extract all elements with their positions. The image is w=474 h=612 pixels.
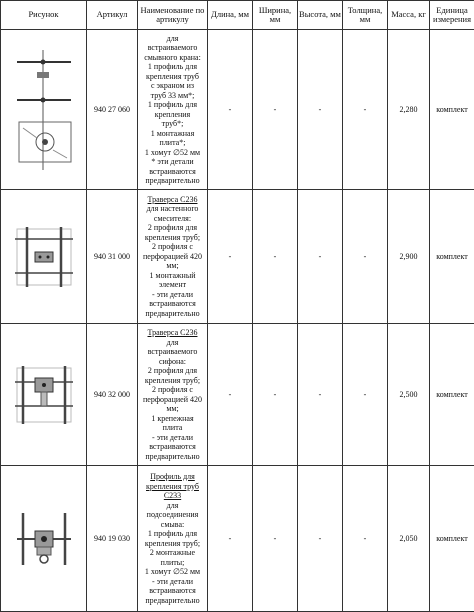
name-line: 2 профиля для [138, 366, 207, 376]
name-line: Траверса С236 [138, 328, 207, 338]
length-cell: - [208, 466, 253, 612]
name-line: для [138, 34, 207, 44]
width-cell: - [253, 466, 298, 612]
unit-cell: комплект [430, 30, 474, 190]
mass-cell: 2,050 [388, 466, 430, 612]
header-row [1, 1, 474, 30]
header-unit: Единица измерения [430, 1, 474, 30]
name-line: 1 хомут ∅52 мм [138, 148, 207, 158]
mass-cell: 2,280 [388, 30, 430, 190]
header-picture: Рисунок [1, 1, 87, 30]
length-cell: - [208, 324, 253, 466]
header-width: Ширина, мм [253, 1, 298, 30]
table-row [1, 324, 474, 466]
name-line: * эти детали [138, 157, 207, 167]
name-line: 1 монтажный [138, 271, 207, 281]
name-line: 2 монтажные [138, 548, 207, 558]
name-line: мм; [138, 404, 207, 414]
article-cell: 940 32 000 [87, 324, 138, 466]
name-line: плита [138, 423, 207, 433]
flush-valve-frame-drawing [9, 50, 79, 170]
height-cell: - [298, 324, 343, 466]
name-line: 1 крепежная [138, 414, 207, 424]
width-cell: - [253, 30, 298, 190]
header-thickness: Толщина, мм [343, 1, 388, 30]
name-line: Траверса С236 [138, 195, 207, 205]
name-line: мм; [138, 261, 207, 271]
siphon-traverse-drawing [11, 362, 77, 428]
thickness-cell: - [343, 190, 388, 324]
name-line: с экраном из [138, 81, 207, 91]
header-height: Высота, мм [298, 1, 343, 30]
name-line: встраиваемого [138, 347, 207, 357]
header-article: Артикул [87, 1, 138, 30]
name-line: подсоединения [138, 510, 207, 520]
name-line: смывного крана: [138, 53, 207, 63]
picture-cell [1, 30, 87, 190]
name-line: для [138, 501, 207, 511]
name-line: для настенного [138, 204, 207, 214]
name-line: крепления труб [138, 482, 207, 492]
thickness-cell: - [343, 30, 388, 190]
table-row [1, 466, 474, 612]
name-line: крепления труб; [138, 376, 207, 386]
name-line: предварительно [138, 309, 207, 319]
name-line: крепления труб; [138, 233, 207, 243]
name-line: встраиваются [138, 299, 207, 309]
name-line: встраиваются [138, 167, 207, 177]
name-line: крепления труб; [138, 539, 207, 549]
name-line: - эти детали [138, 290, 207, 300]
name-line: крепления труб [138, 72, 207, 82]
name-line: плита*; [138, 138, 207, 148]
picture-cell [1, 190, 87, 324]
name-line: для [138, 338, 207, 348]
name-line: труб 33 мм*; [138, 91, 207, 101]
length-cell: - [208, 30, 253, 190]
name-line: 2 профиля для [138, 223, 207, 233]
name-line: предварительно [138, 176, 207, 186]
name-line: встраиваются [138, 442, 207, 452]
length-cell: - [208, 190, 253, 324]
name-line: крепления [138, 110, 207, 120]
thickness-cell: - [343, 324, 388, 466]
name-line: перфорацией 420 [138, 395, 207, 405]
article-cell: 940 27 060 [87, 30, 138, 190]
name-line: сифона: [138, 357, 207, 367]
name-line: предварительно [138, 596, 207, 606]
name-line: встраиваемого [138, 43, 207, 53]
thickness-cell: - [343, 466, 388, 612]
unit-cell: комплект [430, 324, 474, 466]
name-line: встраиваются [138, 586, 207, 596]
height-cell: - [298, 30, 343, 190]
width-cell: - [253, 324, 298, 466]
mass-cell: 2,500 [388, 324, 430, 466]
unit-cell: комплект [430, 466, 474, 612]
name-line: 1 хомут ∅52 мм [138, 567, 207, 577]
name-line: смесителя: [138, 214, 207, 224]
name-cell [138, 190, 208, 324]
article-cell: 940 31 000 [87, 190, 138, 324]
name-line: 1 профиль для [138, 529, 207, 539]
name-line: элемент [138, 280, 207, 290]
name-line: - эти детали [138, 577, 207, 587]
name-line: 1 профиль для [138, 62, 207, 72]
name-line: 2 профиля с [138, 242, 207, 252]
name-cell [138, 466, 208, 612]
name-line: смыва: [138, 520, 207, 530]
name-line: Профиль для [138, 472, 207, 482]
unit-cell: комплект [430, 190, 474, 324]
header-length: Длина, мм [208, 1, 253, 30]
picture-cell [1, 466, 87, 612]
article-cell: 940 19 030 [87, 466, 138, 612]
picture-cell [1, 324, 87, 466]
wall-mixer-traverse-drawing [11, 225, 77, 289]
width-cell: - [253, 190, 298, 324]
mass-cell: 2,900 [388, 190, 430, 324]
header-mass: Масса, кг [388, 1, 430, 30]
name-line: 2 профиля с [138, 385, 207, 395]
name-line: труб*; [138, 119, 207, 129]
height-cell: - [298, 190, 343, 324]
name-line: С233 [138, 491, 207, 501]
name-line: перфорацией 420 [138, 252, 207, 262]
flush-connection-profile-drawing [11, 509, 77, 569]
name-line: плиты; [138, 558, 207, 568]
height-cell: - [298, 466, 343, 612]
name-line: предварительно [138, 452, 207, 462]
header-name: Наименование по артикулу [138, 1, 208, 30]
name-line: - эти детали [138, 433, 207, 443]
table-row [1, 30, 474, 190]
name-line: 1 монтажная [138, 129, 207, 139]
name-cell [138, 30, 208, 190]
name-cell [138, 324, 208, 466]
name-line: 1 профиль для [138, 100, 207, 110]
table-row [1, 190, 474, 324]
